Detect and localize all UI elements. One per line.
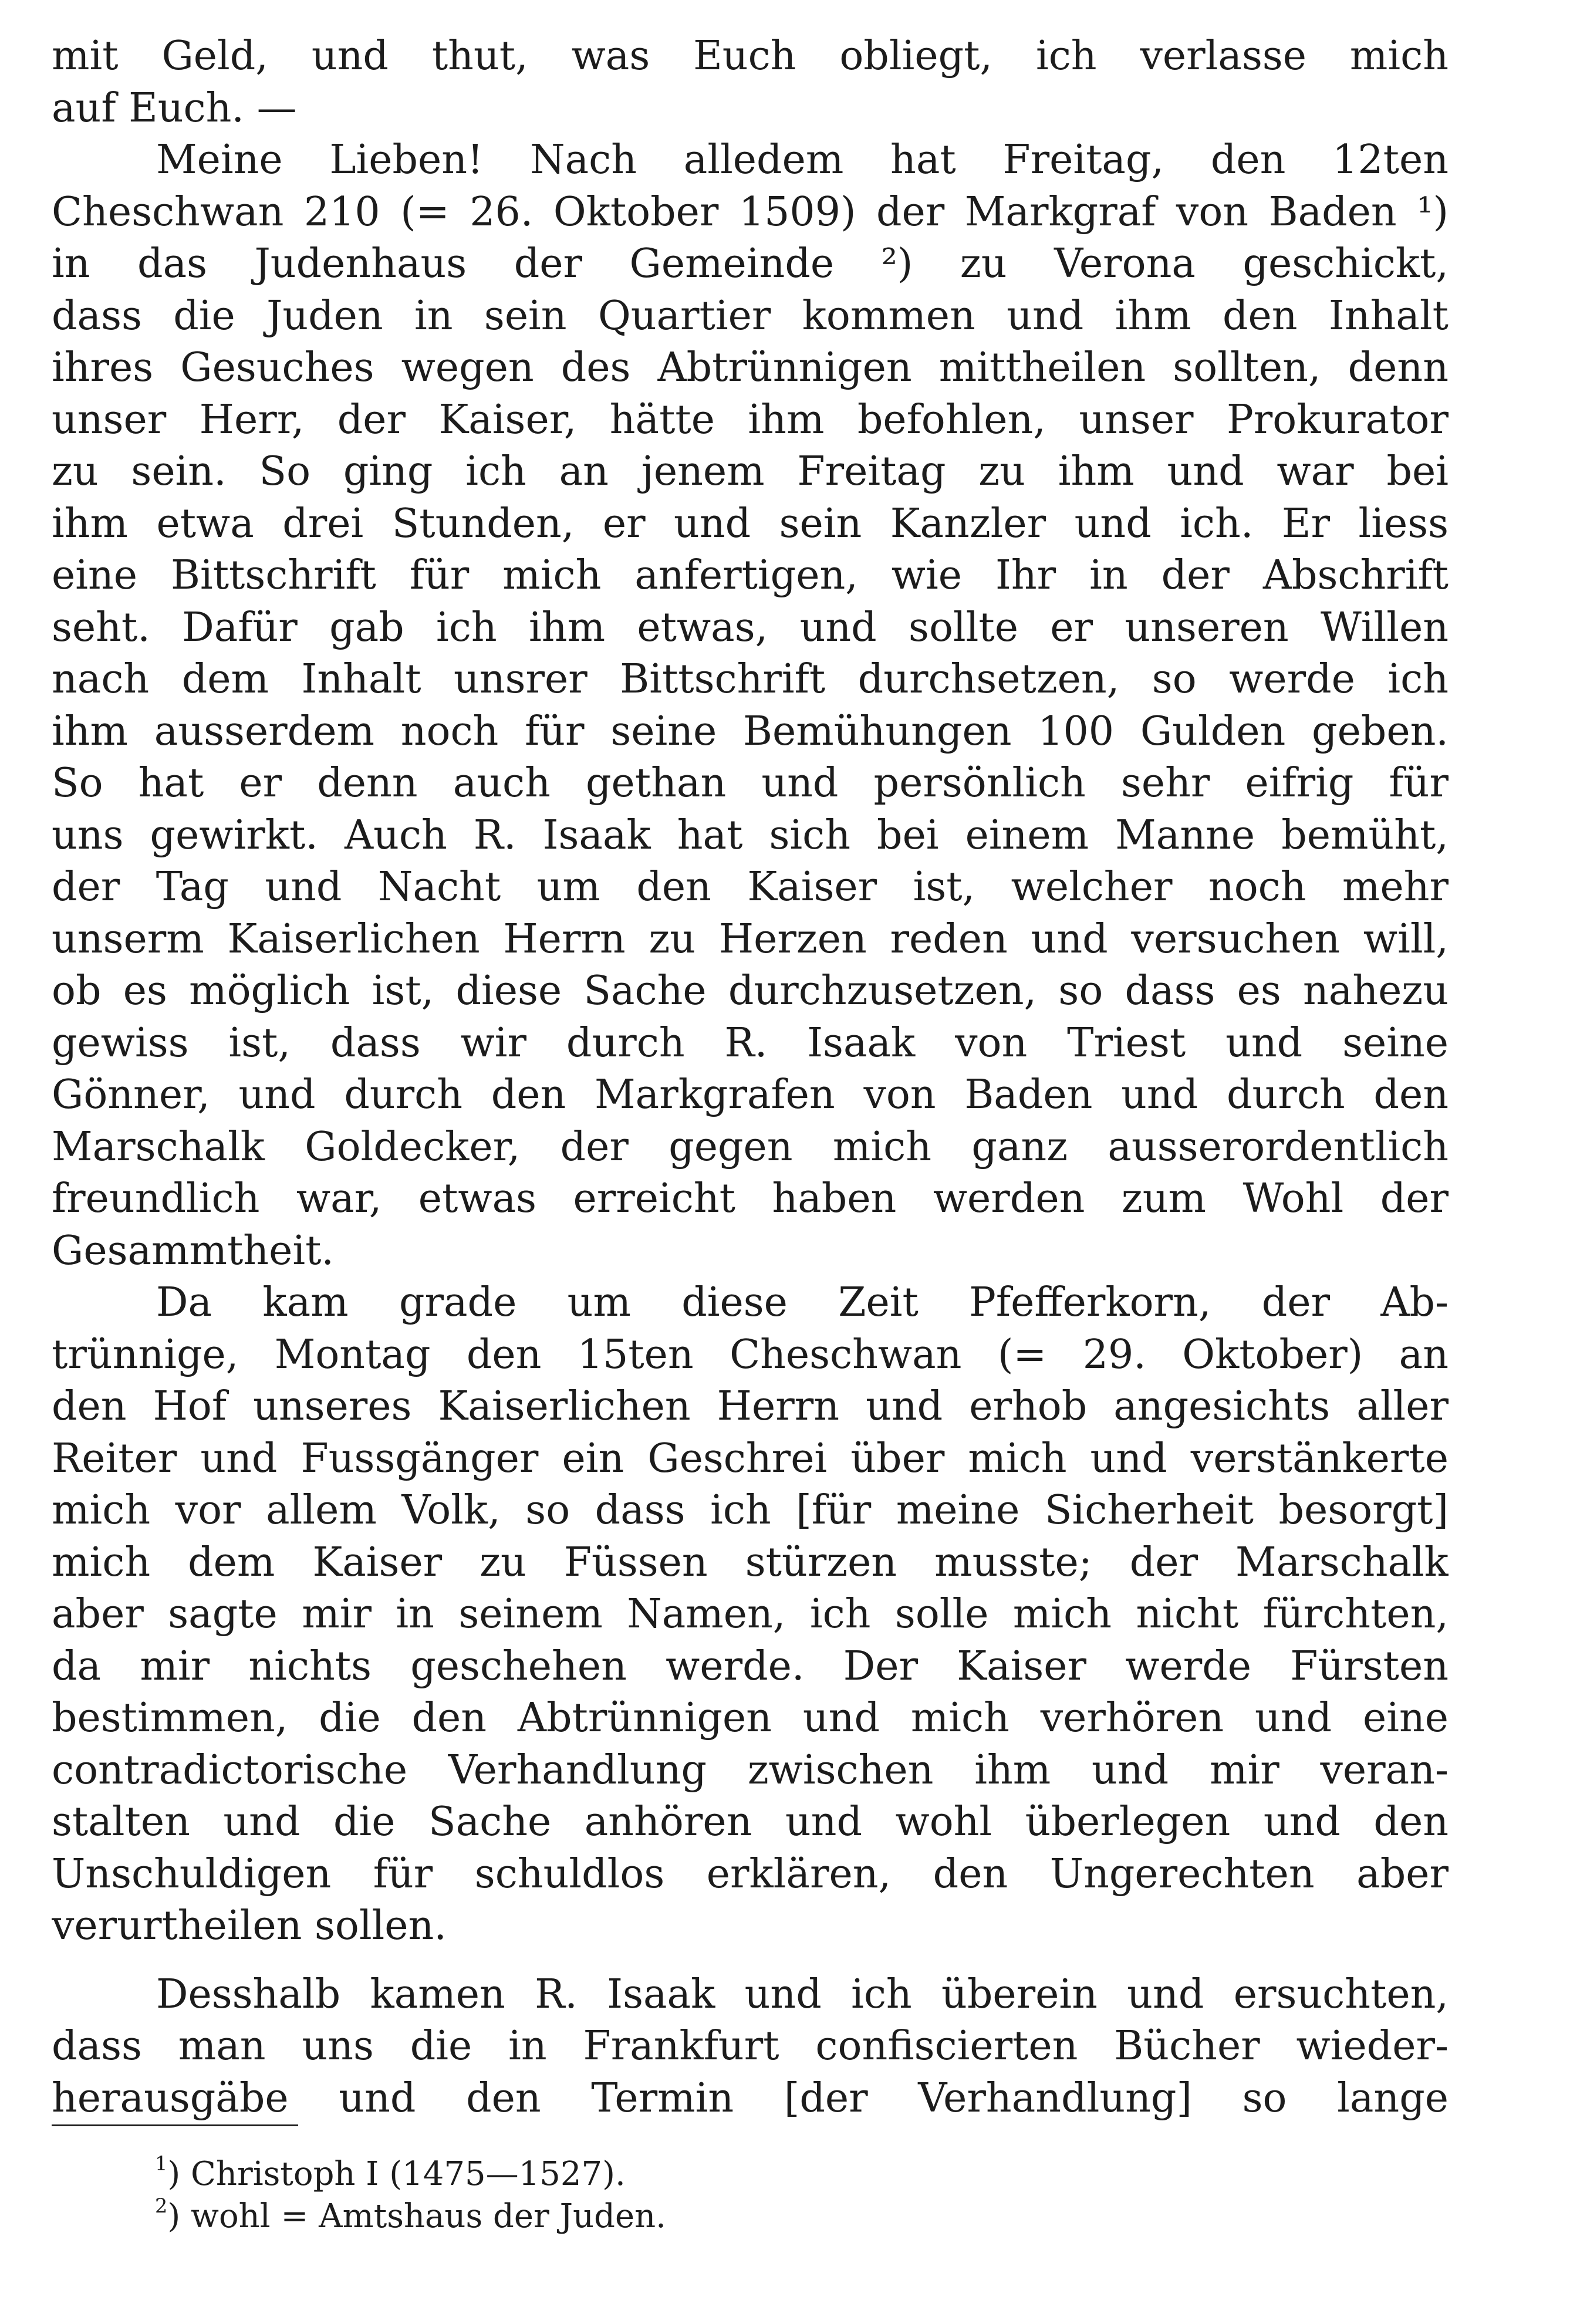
- text-line: freundlich war, etwas erreicht haben werden zum Wohl der: [52, 1175, 1449, 1222]
- text-line: Gönner, und durch den Markgrafen von Baden und durch den: [52, 1072, 1449, 1118]
- text-line: aber sagte mir in seinem Namen, ich solle mich nicht fürchten,: [52, 1591, 1449, 1637]
- footnote-rule: [52, 2124, 298, 2126]
- text-line: gewiss ist, dass wir durch R. Isaak von Triest und seine: [52, 1019, 1449, 1066]
- text-line: Da kam grade um diese Zeit Pfefferkorn, der Ab-: [156, 1279, 1449, 1326]
- paragraph-2: [52, 134, 1449, 1277]
- text-line: auf Euch. —: [52, 85, 297, 131]
- text-line: unserm Kaiserlichen Herrn zu Herzen reden und versuchen will,: [52, 916, 1449, 962]
- text-line: trünnige, Montag den 15ten Cheschwan (= 29. Oktober) an: [52, 1331, 1449, 1378]
- text-line: Marschalk Goldecker, der gegen mich ganz ausserordentlich: [52, 1123, 1449, 1170]
- text-line: mit Geld, und thut, was Euch obliegt, ich verlasse mich: [52, 33, 1449, 79]
- text-line: Meine Lieben! Nach alledem hat Freitag, den 12ten: [156, 137, 1449, 183]
- paragraph-4: [52, 1969, 1449, 2125]
- page-text: [52, 31, 1449, 2124]
- footnote-text: ) Christoph I (1475—1527).: [167, 2155, 626, 2193]
- paragraph-1: [52, 31, 1449, 134]
- text-line: nach dem Inhalt unsrer Bittschrift durchsetzen, so werde ich: [52, 656, 1449, 702]
- text-line: dass man uns die in Frankfurt confiscierten Bücher wieder-: [52, 2023, 1449, 2069]
- text-line: da mir nichts geschehen werde. Der Kaiser werde Fürsten: [52, 1643, 1449, 1690]
- footnote-mark: 2: [155, 2194, 168, 2217]
- text-line: eine Bittschrift für mich anfertigen, wie Ihr in der Abschrift: [52, 552, 1449, 599]
- text-line: der Tag und Nacht um den Kaiser ist, welcher noch mehr: [52, 864, 1449, 910]
- text-line: Reiter und Fussgänger ein Geschrei über mich und verstänkerte: [52, 1435, 1449, 1482]
- text-line: stalten und die Sache anhören und wohl überlegen und den: [52, 1799, 1449, 1845]
- text-line: ihm etwa drei Stunden, er und sein Kanzler und ich. Er liess: [52, 500, 1449, 547]
- text-line: uns gewirkt. Auch R. Isaak hat sich bei einem Manne bemüht,: [52, 812, 1449, 859]
- text-line: ihres Gesuches wegen des Abtrünnigen mittheilen sollten, denn: [52, 344, 1449, 391]
- paragraph-3: [52, 1277, 1449, 1953]
- text-line: ihm ausserdem noch für seine Bemühungen 100 Gulden geben.: [52, 708, 1449, 755]
- text-line: bestimmen, die den Abtrünnigen und mich verhören und eine: [52, 1695, 1449, 1741]
- footnotes: [52, 2124, 1449, 2238]
- text-line: zu sein. So ging ich an jenem Freitag zu ihm und war bei: [52, 448, 1449, 495]
- paragraph-gap: [52, 1953, 1449, 1969]
- text-line: mich dem Kaiser zu Füssen stürzen musste; der Marschalk: [52, 1539, 1449, 1586]
- text-line: seht. Dafür gab ich ihm etwas, und sollte er unseren Willen: [52, 604, 1449, 651]
- text-line: mich vor allem Volk, so dass ich [für meine Sicherheit besorgt]: [52, 1487, 1449, 1533]
- text-line: verurtheilen sollen.: [52, 1903, 447, 1949]
- text-line: Gesammtheit.: [52, 1227, 335, 1274]
- text-line: Cheschwan 210 (= 26. Oktober 1509) der Markgraf von Baden ¹): [52, 188, 1449, 235]
- text-line: dass die Juden in sein Quartier kommen und ihm den Inhalt: [52, 292, 1449, 339]
- footnote-text: ) wohl = Amtshaus der Juden.: [167, 2197, 666, 2235]
- text-line: So hat er denn auch gethan und persönlich sehr eifrig für: [52, 760, 1449, 806]
- footnote-2: [52, 2195, 1449, 2238]
- footnote-mark: 1: [155, 2151, 168, 2175]
- text-line: den Hof unseres Kaiserlichen Herrn und erhob angesichts aller: [52, 1383, 1449, 1430]
- text-line: in das Judenhaus der Gemeinde ²) zu Verona geschickt,: [52, 241, 1449, 287]
- text-line: Unschuldigen für schuldlos erklären, den Ungerechten aber: [52, 1850, 1449, 1897]
- footnote-1: [52, 2153, 1449, 2195]
- text-line: unser Herr, der Kaiser, hätte ihm befohlen, unser Prokurator: [52, 396, 1449, 443]
- text-line: ob es möglich ist, diese Sache durchzusetzen, so dass es nahezu: [52, 968, 1449, 1014]
- text-line: Desshalb kamen R. Isaak und ich überein und ersuchten,: [156, 1971, 1449, 2018]
- text-line: contradictorische Verhandlung zwischen ihm und mir veran-: [52, 1747, 1449, 1793]
- text-line: herausgäbe und den Termin [der Verhandlung] so lange: [52, 2075, 1449, 2122]
